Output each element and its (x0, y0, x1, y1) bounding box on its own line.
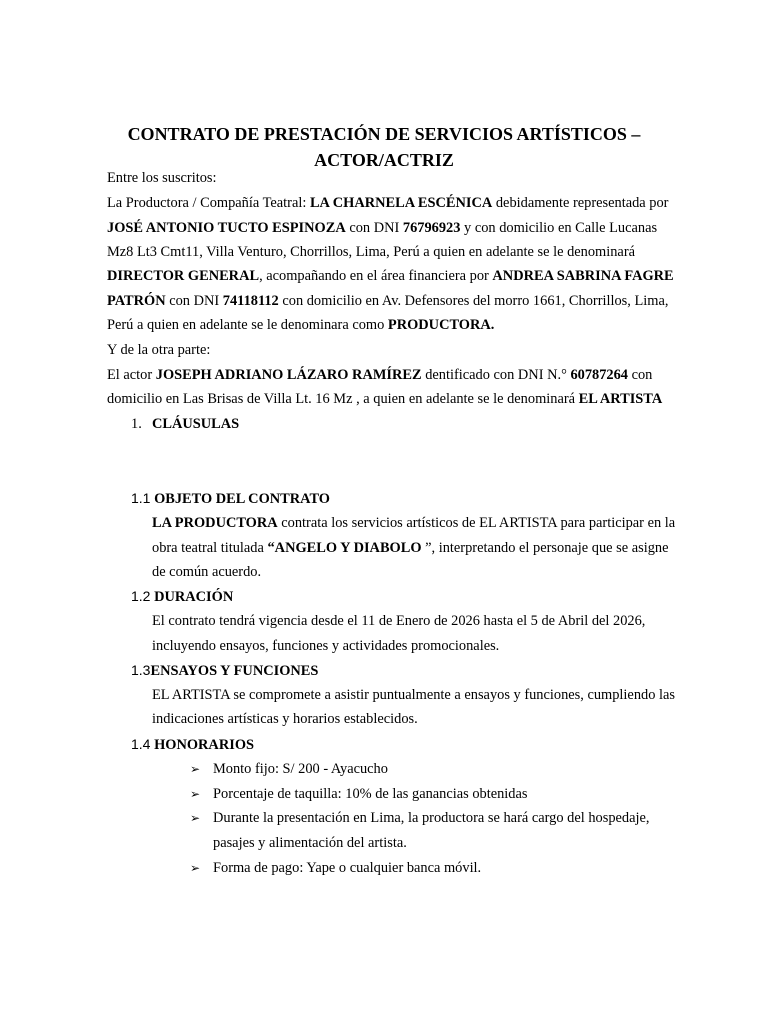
intro-text: debidamente representada por (492, 195, 669, 211)
section-1-4-heading (131, 735, 254, 754)
section-1-2-line-1: El contrato tendrá vigencia desde el 11 de Enero de 2026 hasta el 5 de Abril del 2026, (152, 613, 646, 629)
intro-line-8 (107, 390, 662, 408)
producer-surname: PATRÓN (107, 293, 166, 309)
producer-dni: 74118112 (222, 293, 279, 309)
arrow-bullet-icon (190, 859, 200, 877)
honorarios-item-3-cont: pasajes y alimentación del artista. (213, 835, 407, 851)
section-text: contrata los servicios artísticos de EL ARTISTA para participar en la (277, 515, 676, 531)
intro-line-2 (107, 219, 657, 237)
arrow-bullet-icon: ➢ (190, 787, 201, 801)
intro-otra: Y de la otra parte: (107, 342, 211, 358)
producer-name: ANDREA SABRINA FAGRE (492, 268, 674, 284)
arrow-bullet-icon: ➢ (190, 762, 201, 776)
intro-entre: Entre los suscritos: (107, 170, 217, 186)
section-1-1-line-2 (152, 539, 668, 557)
intro-text: y con domicilio en Calle Lucanas (460, 220, 658, 236)
intro-text: La Productora / Compañía Teatral: (107, 195, 310, 211)
honorarios-item-2: Porcentaje de taquilla: 10% de las ganancias obtenidas (213, 786, 528, 802)
section-text: ”, interpretando el personaje que se asigne (425, 540, 669, 556)
section-number: 1.4 (131, 736, 151, 752)
section-1-2-line-2: incluyendo ensayos, funciones y actividades promocionales. (152, 638, 500, 654)
clausulas-number: 1. (131, 416, 142, 432)
section-1-3-heading (131, 661, 318, 680)
producer-role: PRODUCTORA. (387, 317, 495, 333)
section-1-3-line-1: EL ARTISTA se compromete a asistir puntualmente a ensayos y funciones, cumpliendo las (152, 687, 675, 703)
honorarios-item-4: Forma de pago: Yape o cualquier banca móvil. (213, 860, 482, 876)
intro-text: con (628, 367, 653, 383)
section-text: obra teatral titulada (152, 540, 268, 556)
director-dni: 76796923 (402, 220, 461, 236)
intro-line-4 (107, 267, 674, 285)
section-title: OBJETO DEL CONTRATO (150, 491, 330, 507)
section-1-2-heading (131, 587, 233, 606)
arrow-bullet-icon (190, 785, 200, 803)
section-number: 1.2 (131, 588, 151, 604)
actor-name: JOSEPH ADRIANO LÁZARO RAMÍREZ (155, 367, 422, 383)
intro-text: domicilio en Las Brisas de Villa Lt. 16 Mz , a quien en adelante se le denominará (107, 391, 579, 407)
intro-text: con DNI (345, 220, 403, 236)
intro-line-5 (107, 292, 668, 310)
clausulas-heading (152, 415, 239, 433)
director-role: DIRECTOR GENERAL (107, 268, 260, 284)
document-title (0, 121, 768, 173)
productora-label: LA PRODUCTORA (152, 515, 278, 531)
intro-text: El actor (107, 367, 156, 383)
section-1-1-line-3: de común acuerdo. (152, 564, 262, 580)
section-number: 1.3 (131, 662, 151, 678)
intro-line-7 (107, 366, 652, 384)
title-line-1: CONTRATO DE PRESTACIÓN DE SERVICIOS ARTÍSTICOS – (127, 124, 641, 144)
section-1-1-heading (131, 489, 330, 508)
arrow-bullet-icon: ➢ (190, 811, 201, 825)
section-title: HONORARIOS (150, 737, 255, 753)
honorarios-item-1: Monto fijo: S/ 200 - Ayacucho (213, 761, 388, 777)
arrow-bullet-icon: ➢ (190, 861, 201, 875)
title-line-2: ACTOR/ACTRIZ (314, 150, 454, 170)
intro-line-3: Mz8 Lt3 Cmt11, Villa Venturo, Chorrillos, Lima, Perú a quien en adelante se le denominará (107, 244, 636, 260)
section-1-1-line-1 (152, 514, 675, 532)
actor-role: EL ARTISTA (578, 391, 663, 407)
director-name: JOSÉ ANTONIO TUCTO ESPINOZA (107, 220, 346, 236)
intro-text: dentificado con DNI N.° (421, 367, 571, 383)
intro-line-6 (107, 316, 494, 334)
actor-dni: 60787264 (570, 367, 628, 383)
intro-text: con domicilio en Av. Defensores del morro 1661, Chorrillos, Lima, (278, 293, 669, 309)
section-number: 1.1 (131, 490, 151, 506)
clausulas-label: CLÁUSULAS (152, 416, 240, 432)
arrow-bullet-icon (190, 760, 200, 778)
honorarios-item-3: Durante la presentación en Lima, la productora se hará cargo del hospedaje, (213, 810, 650, 826)
section-title: DURACIÓN (150, 589, 234, 605)
section-1-3-line-2: indicaciones artísticas y horarios establecidos. (152, 711, 418, 727)
intro-text: con DNI (165, 293, 223, 309)
play-title: “ANGELO Y DIABOLO (267, 540, 426, 556)
arrow-bullet-icon (190, 809, 200, 827)
intro-text: , acompañando en el área financiera por (259, 268, 493, 284)
section-title: ENSAYOS Y FUNCIONES (150, 663, 319, 679)
company-name: LA CHARNELA ESCÉNICA (309, 195, 493, 211)
intro-line-1 (107, 194, 668, 212)
intro-text: Perú a quien en adelante se le denominara como (107, 317, 388, 333)
